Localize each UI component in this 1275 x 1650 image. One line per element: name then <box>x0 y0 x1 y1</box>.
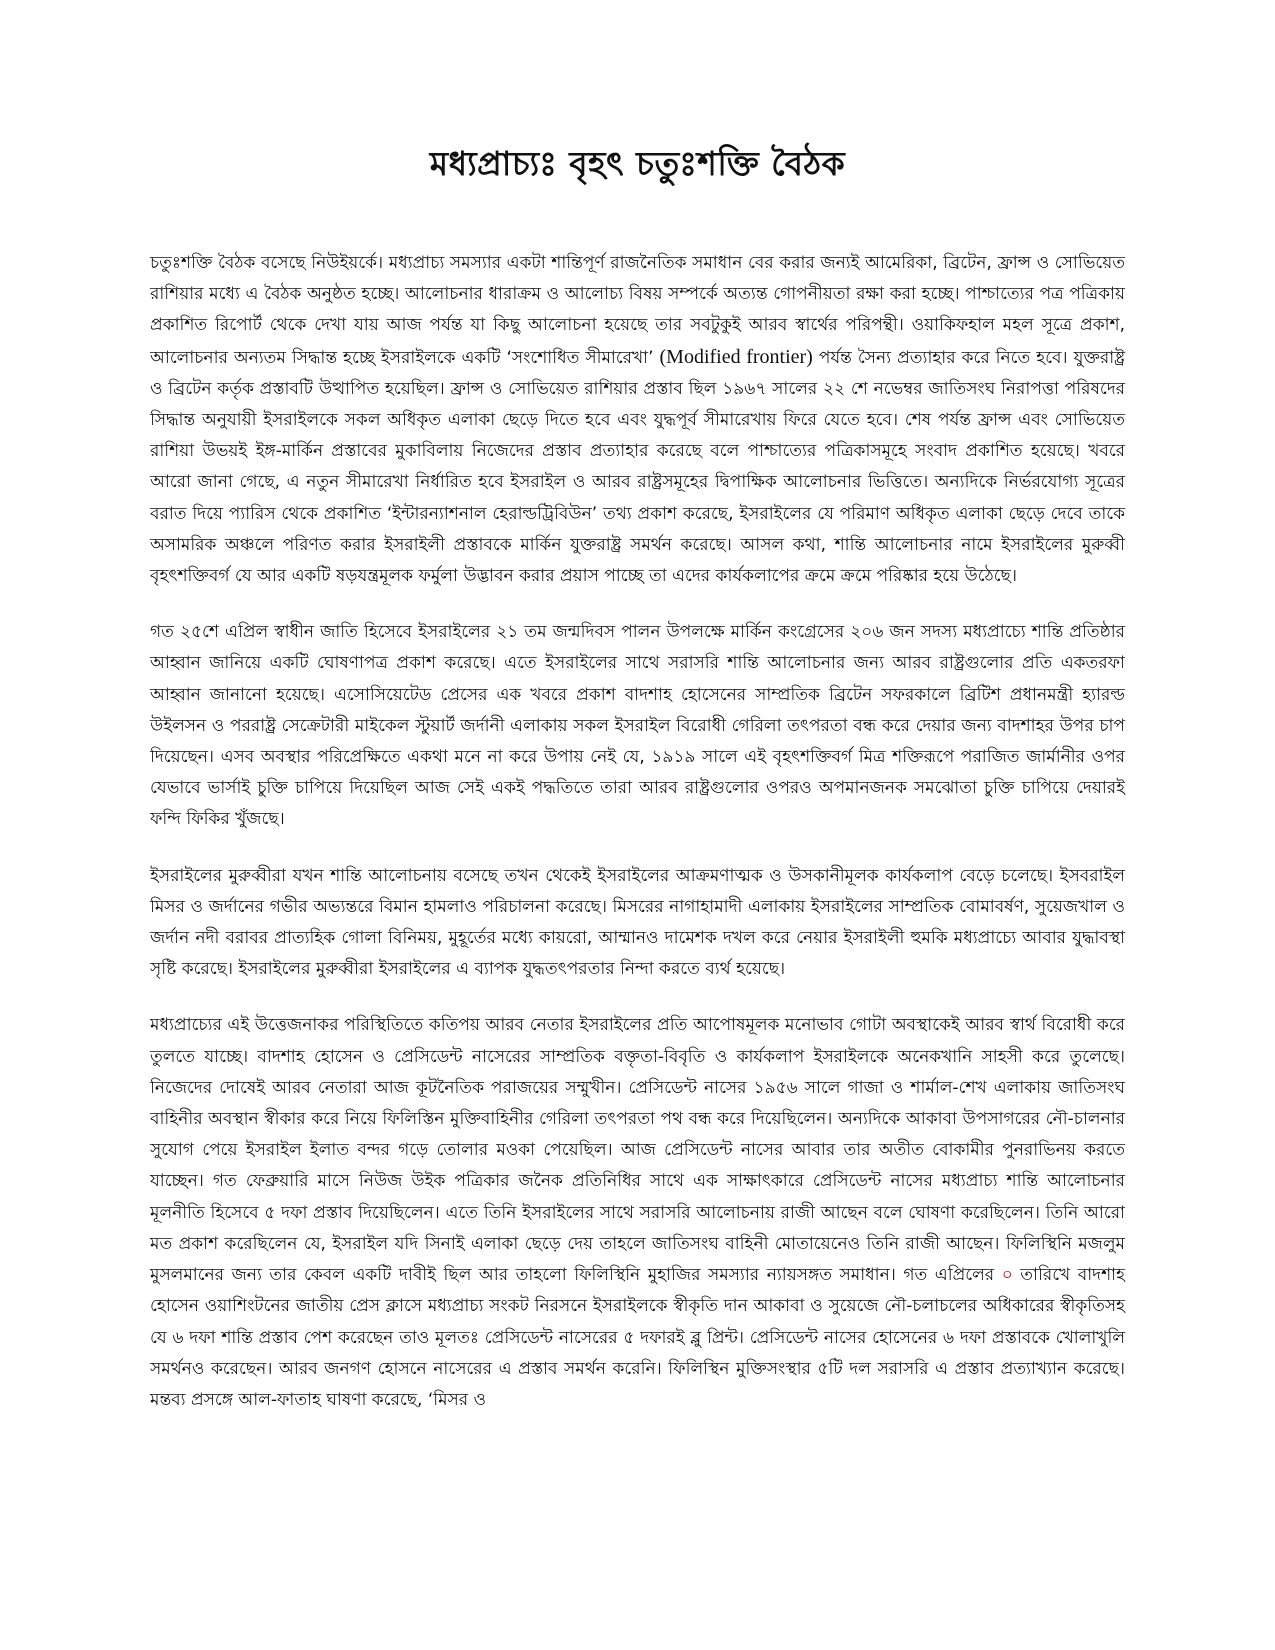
paragraph-4-text-b: তারিখে বাদশাহ হোসেন ওয়াশিংটনের জাতীয় প্রেস ক্লাসে মধ্যপ্রাচ্য সংকট নিরসনে ইসরাইলকে স্বীকৃতি দান আকাবা ও সুয়েজে নৌ-চলাচলের অধিকারের স্বীকৃতিসহ যে ৬ দফা শান্তি প্রস্তাব পেশ করেছেন তাও মূলতঃ প্রেসিডেন্ট নাসেরের ৫ দফারই ব্লু প্রিন্ট। প্রেসিডেন্ট নাসের হোসেনের ৬ দফা প্রস্তাবকে খোলাখুলি সমর্থনও করেছেন। আরব জনগণ হোসনে নাসেরের এ প্রস্তাব সমর্থন করেনি। ফিলিস্থিন মুক্তিসংস্থার ৫টি দল সরাসরি এ প্রস্তাব প্রত্যাখ্যান করেছে। মন্তব্য প্রসঙ্গে আল-ফাতাহ ঘাষণা করেছে, ‘মিসর ও <box>150 1265 1125 1410</box>
paragraph-3: ইসরাইলের মুরুব্বীরা যখন শান্তি আলোচনায় বসেছে তখন থেকেই ইসরাইলের আক্রমণাত্মক ও উসকানীমূলক কার্যকলাপ বেড়ে চলেছে। ইসবরাইল মিসর ও জর্দানের গভীর অভ্যন্তরে বিমান হামলাও পরিচালনা করেছে। মিসরের নাগাহামাদী এলাকায় ইসরাইলের সাম্প্রতিক বোমাবর্ষণ, সুয়েজখাল ও জর্দান নদী বরাবর প্রাত্যহিক গোলা বিনিময়, মুহূর্তের মধ্যে কায়রো, আম্মানও দামেশক দখল করে নেয়ার ইসরাইলী হুমকি মধ্যপ্রাচ্যে আবার যুদ্ধাবস্থা সৃষ্টি করেছে। ইসরাইলের মুরুব্বীরা ইসরাইলের এ ব্যাপক যুদ্ধতৎপরতার নিন্দা করতে ব্যর্থ হয়েছে। <box>150 865 1125 980</box>
paragraph-4 <box>150 1010 1125 1416</box>
page-title: মধ্যপ্রাচ্যঃ বৃহৎ চতুঃশক্তি বৈঠক <box>429 144 846 183</box>
paragraph-4-highlighted-digit: ০ <box>1001 1265 1013 1286</box>
paragraph-4-text-a: মধ্যপ্রাচ্যের এই উত্তেজনাকর পরিস্থিতিতে কতিপয় আরব নেতার ইসরাইলের প্রতি আপোষমূলক মনোভাব গোটা অবস্থাকেই আরব স্বার্থ বিরোধী করে তুলতে যাচ্ছে। বাদশাহ হোসেন ও প্রেসিডেন্ট নাসেরের সাম্প্রতিক বক্তৃতা-বিবৃতি ও কার্যকলাপ ইসরাইলকে অনেকখানি সাহসী করে তুলেছে। নিজেদের দোষেই আরব নেতারা আজ কূটনৈতিক পরাজয়ের সম্মুখীন। প্রেসিডেন্ট নাসের ১৯৫৬ সালে গাজা ও শার্মাল-শেখ এলাকায় জাতিসংঘ বাহিনীর অবস্থান স্বীকার করে নিয়ে ফিলিস্তিন মুক্তিবাহিনীর গেরিলা তৎপরতা পথ বন্ধ করে দিয়েছিলেন। অন্যদিকে আকাবা উপসাগরের নৌ-চালনার সুযোগ পেয়ে ইসরাইল ইলাত বন্দর গড়ে তোলার মওকা পেয়েছিল। আজ প্রেসিডেন্ট নাসের আবার তার অতীত বোকামীর পুনরাভিনয় করতে যাচ্ছেন। গত ফেব্রুয়ারি মাসে নিউজ উইক পত্রিকার জনৈক প্রতিনিধির সাথে এক সাক্ষাৎকারে প্রেসিডেন্ট নাসের মধ্যপ্রাচ্য শান্তি আলোচনার মূলনীতি হিসেবে ৫ দফা প্রস্তাব দিয়েছিলেন। এতে তিনি ইসরাইলের সাথে সরাসরি আলোচনায় রাজী আছেন বলে ঘোষণা করেছিলেন। তিনি আরো মত প্রকাশ করেছিলেন যে, ইসরাইল যদি সিনাই এলাকা ছেড়ে দেয় তাহলে জাতিসংঘ বাহিনী মোতায়েনেও তিনি রাজী আছেন। ফিলিস্থিনি মজলুম মুসলমানের জন্য তার কেবল একটি দাবীই ছিল আর তাহলো ফিলিস্থিনি মুহাজির সমস্যার ন্যায়সঙ্গত সমাধান। গত এপ্রিলের <box>150 1015 1125 1286</box>
paragraph-1-text-b: পর্যন্ত সৈন্য প্রত্যাহার করে নিতে হবে। যুক্তরাষ্ট্র ও ব্রিটেন কর্তৃক প্রস্তাবটি উত্থাপিত হয়েছিল। ফ্রান্স ও সোভিয়েত রাশিয়ার প্রস্তাব ছিল ১৯৬৭ সালের ২২ শে নভেম্বর জাতিসংঘ নিরাপত্তা পরিষদের সিদ্ধান্ত অনুযায়ী ইসরাইলকে সকল অধিকৃত এলাকা ছেড়ে দিতে হবে এবং যুদ্ধপূর্ব সীমারেখায় ফিরে যেতে হবে। শেষ পর্যন্ত ফ্রান্স এবং সোভিয়েত রাশিয়া উভয়ই ইঙ্গ-মার্কিন প্রস্তাবের মুকাবিলায় নিজেদের প্রস্তাব প্রত্যাহার করেছে বলে পাশ্চাত্যের পত্রিকাসমূহে সংবাদ প্রকাশিত হয়েছে। খবরে আরো জানা গেছে, এ নতুন সীমারেখা নির্ধারিত হবে ইসরাইল ও আরব রাষ্ট্রসমূহের দ্বিপাক্ষিক আলোচনার ভিত্তিতে। অন্যদিকে নির্ভরযোগ্য সূত্রের বরাত দিয়ে প্যারিস থেকে প্রকাশিত ‘ইন্টারন্যাশনাল হেরাল্ডট্রিবিউন’ তথ্য প্রকাশ করেছে, ইসরাইলের যে পরিমাণ অধিকৃত এলাকা ছেড়ে দেবে তাকে অসামরিক অঞ্চলে পরিণত করার ইসরাইলী প্রস্তাবকে মার্কিন যুক্তরাষ্ট্র সমর্থন করেছে। আসল কথা, শান্তি আলোচনার নামে ইসরাইলের মুরুব্বী বৃহৎশক্তিবর্গ যে আর একটি ষড়যন্ত্রমূলক ফর্মুলা উদ্ভাবন করার প্রয়াস পাচ্ছে তা এদের কার্যকলাপের ক্রমে ক্রমে পরিষ্কার হয়ে উঠেছে। <box>150 347 1125 587</box>
paragraph-2: গত ২৫শে এপ্রিল স্বাধীন জাতি হিসেবে ইসরাইলের ২১ তম জন্মদিবস পালন উপলক্ষে মার্কিন কংগ্রেসের ২০৬ জন সদস্য মধ্যপ্রাচ্যে শান্তি প্রতিষ্ঠার আহ্বান জানিয়ে একটি ঘোষণাপত্র প্রকাশ করেছে। এতে ইসরাইলের সাথে সরাসরি শান্তি আলোচনার জন্য আরব রাষ্ট্রগুলোর প্রতি একতরফা আহ্বান জানানো হয়েছে। এসোসিয়েটেড প্রেসের এক খবরে প্রকাশ বাদশাহ হোসেনের সাম্প্রতিক ব্রিটেন সফরকালে ব্রিটিশ প্রধানমন্ত্রী হ্যারল্ড উইলসন ও পররাষ্ট্র সেক্রেটারী মাইকেল স্টুয়ার্ট জর্দানী এলাকায় সকল ইসরাইল বিরোধী গেরিলা তৎপরতা বন্ধ করে দেয়ার জন্য বাদশাহর উপর চাপ দিয়েছেন। এসব অবস্থার পরিপ্রেক্ষিতে একথা মনে না করে উপায় নেই যে, ১৯১৯ সালে এই বৃহৎশক্তিবর্গ মিত্র শক্তিরূপে পরাজিত জার্মানীর ওপর যেভাবে ভার্সাই চুক্তি চাপিয়ে দিয়েছিল আজ সেই একই পদ্ধতিতে তারা আরব রাষ্ট্রগুলোর ওপরও অপমানজনক সমঝোতা চুক্তি চাপিয়ে দেয়ারই ফন্দি ফিকির খুঁজছে। <box>150 622 1125 830</box>
paragraph-1-english-term: (Modified frontier) <box>659 345 813 368</box>
paragraph-1 <box>150 248 1125 592</box>
paragraph-1-text-a: চতুঃশক্তি বৈঠক বসেছে নিউইয়র্কে। মধ্যপ্রাচ্য সমস্যার একটা শান্তিপূর্ণ রাজনৈতিক সমাধান বের করার জন্যই আমেরিকা, ব্রিটেন, ফ্রান্স ও সোভিয়েত রাশিয়ার মধ্যে এ বৈঠক অনুষ্ঠত হচ্ছে। আলোচনার ধারাক্রম ও আলোচ্য বিষয় সম্পর্কে অত্যন্ত গোপনীয়তা রক্ষা করা হচ্ছে। পাশ্চাত্যের পত্র পত্রিকায় প্রকাশিত রিপোর্ট থেকে দেখা যায় আজ পর্যন্ত যা কিছু আলোচনা হয়েছে তার সবটুকুই আরব স্বার্থের পরিপন্থী। ওয়াকিফহাল মহল সূত্রে প্রকাশ, আলোচনার অন্যতম সিদ্ধান্ত হচ্ছে ইসরাইলকে একটি ‘সংশোধিত সীমারেখা’ <box>150 253 1125 368</box>
